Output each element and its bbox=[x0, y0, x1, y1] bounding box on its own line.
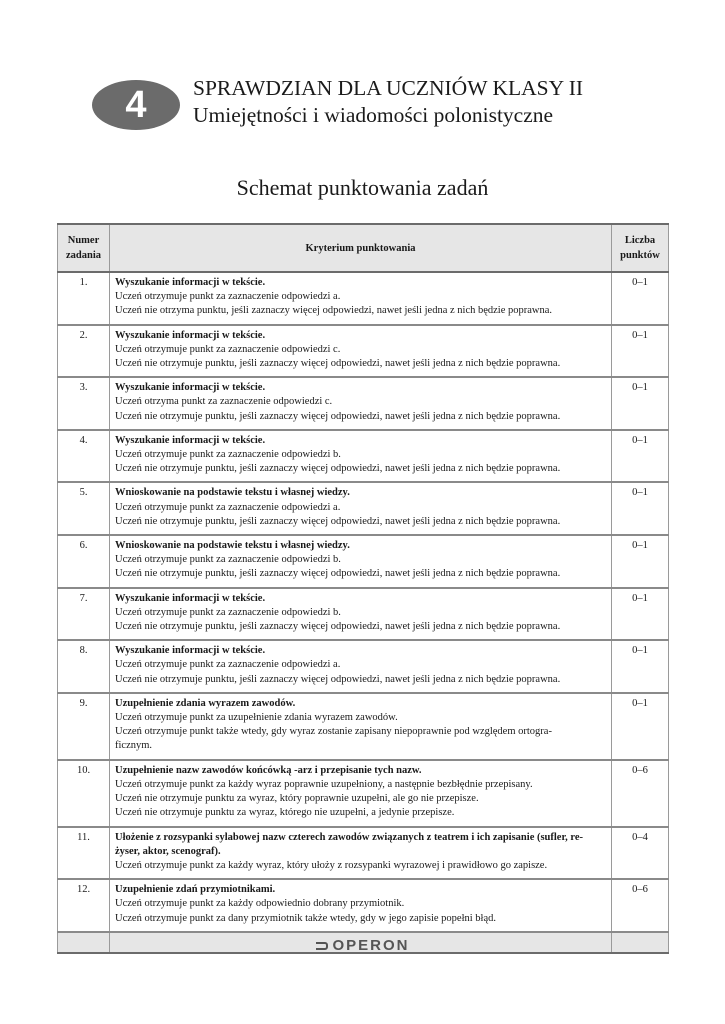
header-number: Numer zadania bbox=[58, 224, 110, 272]
task-number: 6. bbox=[58, 535, 110, 588]
task-criterion bbox=[110, 377, 612, 430]
criterion-line: Uczeń nie otrzyma punktu, jeśli zaznaczy więcej odpowiedzi, nawet jeśli jedna z nich będzie poprawna. bbox=[115, 305, 553, 317]
task-criterion bbox=[110, 693, 612, 760]
task-points: 0–1 bbox=[612, 325, 669, 378]
criterion-line: ficznym. bbox=[115, 740, 153, 752]
criterion-line: Uczeń nie otrzymuje punktu, jeśli zaznaczy więcej odpowiedzi, nawet jeśli jedna z nich będzie poprawna. bbox=[115, 515, 561, 527]
task-criterion bbox=[110, 640, 612, 693]
scoring-table bbox=[57, 223, 669, 954]
task-number: 10. bbox=[58, 760, 110, 827]
test-subtitle: Umiejętności i wiadomości polonistyczne bbox=[193, 103, 554, 127]
criterion-title: Wyszukanie informacji w tekście. bbox=[115, 382, 266, 394]
test-title: SPRAWDZIAN DLA UCZNIÓW KLASY II bbox=[193, 76, 584, 100]
table-header-row bbox=[58, 224, 669, 272]
table-row bbox=[58, 693, 669, 760]
task-criterion bbox=[110, 760, 612, 827]
table-row bbox=[58, 588, 669, 641]
criterion-line: Uczeń otrzymuje punkt także wtedy, gdy wyraz zostanie zapisany niepoprawnie pod względem ortogra- bbox=[115, 726, 552, 738]
task-points: 0–6 bbox=[612, 879, 669, 932]
task-criterion bbox=[110, 430, 612, 483]
table-row bbox=[58, 640, 669, 693]
header-criterion: Kryterium punktowania bbox=[110, 224, 612, 272]
task-points: 0–6 bbox=[612, 760, 669, 827]
criterion-line: Uczeń otrzymuje punkt za zaznaczenie odpowiedzi b. bbox=[115, 449, 341, 461]
table-row bbox=[58, 827, 669, 880]
criterion-title: Wyszukanie informacji w tekście. bbox=[115, 434, 266, 446]
task-points: 0–1 bbox=[612, 482, 669, 535]
publisher-logo bbox=[0, 937, 725, 958]
task-criterion bbox=[110, 325, 612, 378]
criterion-title: Wnioskowanie na podstawie tekstu i własnej wiedzy. bbox=[115, 540, 350, 552]
task-points: 0–4 bbox=[612, 827, 669, 880]
task-number: 11. bbox=[58, 827, 110, 880]
criterion-line: Uczeń nie otrzymuje punktu, jeśli zaznaczy więcej odpowiedzi, nawet jeśli jedna z nich będzie poprawna. bbox=[115, 568, 561, 580]
criterion-title: Uzupełnienie zdania wyrazem zawodów. bbox=[115, 697, 296, 709]
logo-text: OPERON bbox=[332, 937, 410, 954]
task-points: 0–1 bbox=[612, 430, 669, 483]
criterion-line: Uczeń nie otrzymuje punktu za wyraz, który poprawnie uzupełni, ale go nie przepisze. bbox=[115, 793, 479, 805]
table-row bbox=[58, 272, 669, 325]
test-number: 4 bbox=[125, 84, 147, 126]
task-number: 1. bbox=[58, 272, 110, 325]
task-criterion bbox=[110, 535, 612, 588]
table-row bbox=[58, 430, 669, 483]
criterion-title: Wnioskowanie na podstawie tekstu i własnej wiedzy. bbox=[115, 487, 350, 499]
test-number-badge bbox=[92, 80, 180, 130]
criterion-line: Uczeń nie otrzymuje punktu za wyraz, którego nie uzupełni, a jedynie przepisze. bbox=[115, 807, 455, 819]
task-number: 12. bbox=[58, 879, 110, 932]
task-points: 0–1 bbox=[612, 588, 669, 641]
task-number: 7. bbox=[58, 588, 110, 641]
criterion-line: Uczeń nie otrzymuje punktu, jeśli zaznaczy więcej odpowiedzi, nawet jeśli jedna z nich będzie poprawna. bbox=[115, 673, 561, 685]
criterion-line: Uczeń nie otrzymuje punktu, jeśli zaznaczy więcej odpowiedzi, nawet jeśli jedna z nich będzie poprawna. bbox=[115, 463, 561, 475]
criterion-title: Wyszukanie informacji w tekście. bbox=[115, 645, 266, 657]
criterion-line: Uczeń nie otrzymuje punktu, jeśli zaznaczy więcej odpowiedzi, nawet jeśli jedna z nich będzie poprawna. bbox=[115, 621, 561, 633]
criterion-line: Uczeń otrzyma punkt za zaznaczenie odpowiedzi c. bbox=[115, 396, 333, 408]
header-points: Liczba punktów bbox=[612, 224, 669, 272]
criterion-line: Uczeń otrzymuje punkt za każdy odpowiednio dobrany przymiotnik. bbox=[115, 898, 405, 910]
task-number: 8. bbox=[58, 640, 110, 693]
criterion-line: Uczeń otrzymuje punkt za zaznaczenie odpowiedzi a. bbox=[115, 291, 341, 303]
operon-logo-icon bbox=[315, 939, 329, 953]
criterion-line: Uczeń otrzymuje punkt za każdy wyraz poprawnie uzupełniony, a następnie bezbłędnie przepisany. bbox=[115, 778, 533, 790]
table-row bbox=[58, 879, 669, 932]
task-number: 4. bbox=[58, 430, 110, 483]
criterion-line: Uczeń otrzymuje punkt za zaznaczenie odpowiedzi c. bbox=[115, 343, 341, 355]
table-row bbox=[58, 760, 669, 827]
table-row bbox=[58, 535, 669, 588]
task-points: 0–1 bbox=[612, 535, 669, 588]
task-criterion bbox=[110, 482, 612, 535]
task-number: 9. bbox=[58, 693, 110, 760]
criterion-title: Wyszukanie informacji w tekście. bbox=[115, 277, 266, 288]
criterion-line: Uczeń otrzymuje punkt za uzupełnienie zdania wyrazem zawodów. bbox=[115, 712, 398, 724]
task-points: 0–1 bbox=[612, 377, 669, 430]
task-points: 0–1 bbox=[612, 272, 669, 325]
criterion-line: Uczeń otrzymuje punkt za zaznaczenie odpowiedzi b. bbox=[115, 554, 341, 566]
criterion-title: Uzupełnienie zdań przymiotnikami. bbox=[115, 884, 276, 896]
task-points: 0–1 bbox=[612, 640, 669, 693]
criterion-line: Uczeń nie otrzymuje punktu, jeśli zaznaczy więcej odpowiedzi, nawet jeśli jedna z nich będzie poprawna. bbox=[115, 358, 561, 370]
page-title: Schemat punktowania zadań bbox=[236, 175, 489, 200]
task-criterion bbox=[110, 827, 612, 880]
criterion-line: Uczeń otrzymuje punkt za zaznaczenie odpowiedzi b. bbox=[115, 606, 341, 618]
task-points: 0–1 bbox=[612, 693, 669, 760]
task-criterion bbox=[110, 879, 612, 932]
table-row bbox=[58, 377, 669, 430]
criterion-line: Uczeń otrzymuje punkt za zaznaczenie odpowiedzi a. bbox=[115, 501, 341, 513]
table-body bbox=[58, 272, 669, 932]
criterion-line: Uczeń otrzymuje punkt za zaznaczenie odpowiedzi a. bbox=[115, 659, 341, 671]
criterion-title: Wyszukanie informacji w tekście. bbox=[115, 329, 266, 341]
task-criterion bbox=[110, 272, 612, 325]
criterion-line: Uczeń otrzymuje punkt za dany przymiotnik także wtedy, gdy w jego zapisie popełni błąd. bbox=[115, 912, 496, 924]
table-row bbox=[58, 482, 669, 535]
task-number: 5. bbox=[58, 482, 110, 535]
criterion-title: Ułożenie z rozsypanki sylabowej nazw czterech zawodów związanych z teatrem i ich zapisanie (sufler, re- bbox=[115, 831, 584, 843]
task-number: 2. bbox=[58, 325, 110, 378]
task-criterion bbox=[110, 588, 612, 641]
criterion-title: Uzupełnienie nazw zawodów końcówką -arz i przepisanie tych nazw. bbox=[115, 764, 422, 776]
criterion-line: Uczeń nie otrzymuje punktu, jeśli zaznaczy więcej odpowiedzi, nawet jeśli jedna z nich będzie poprawna. bbox=[115, 410, 561, 422]
table-row bbox=[58, 325, 669, 378]
task-number: 3. bbox=[58, 377, 110, 430]
criterion-title-continued: żyser, aktor, scenograf). bbox=[115, 845, 221, 857]
criterion-title: Wyszukanie informacji w tekście. bbox=[115, 592, 266, 604]
criterion-line: Uczeń otrzymuje punkt za każdy wyraz, który ułoży z rozsypanki wyrazowej i prawidłowo go zapisze. bbox=[115, 859, 548, 871]
